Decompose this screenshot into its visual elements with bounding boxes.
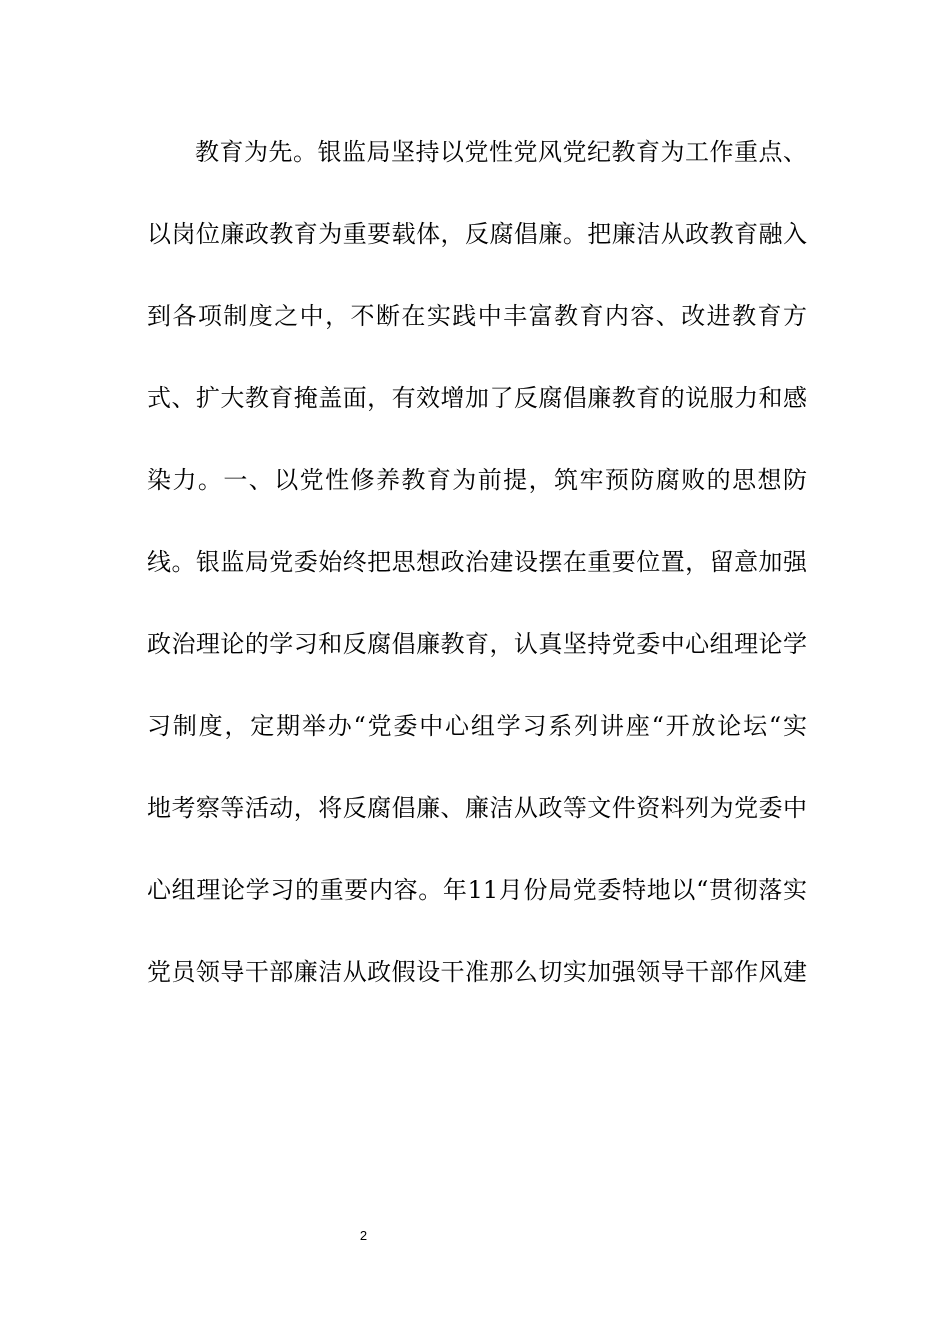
paragraph-line-7: 政治理论的学习和反腐倡廉教育，认真坚持党委中心组理论学: [147, 630, 807, 658]
paragraph-line-3: 到各项制度之中，不断在实践中丰富教育内容、改进教育方: [147, 302, 807, 330]
paragraph-line-8: 习制度，定期举办“党委中心组学习系列讲座“开放论坛“实: [147, 712, 807, 740]
page-number: 2: [359, 1228, 368, 1243]
paragraph-line-5: 染力。一、以党性修养教育为前提，筑牢预防腐败的思想防: [147, 466, 807, 494]
paragraph-line-10: 心组理论学习的重要内容。年11月份局党委特地以“贯彻落实: [147, 876, 807, 904]
paragraph-line-1: 教育为先。银监局坚持以党性党风党纪教育为工作重点、: [195, 138, 807, 166]
paragraph-line-2: 以岗位廉政教育为重要载体，反腐倡廉。把廉洁从政教育融入: [147, 220, 807, 248]
paragraph-line-9: 地考察等活动，将反腐倡廉、廉洁从政等文件资料列为党委中: [147, 794, 807, 822]
paragraph-line-11: 党员领导干部廉洁从政假设干准那么切实加强领导干部作风建: [147, 958, 807, 986]
paragraph-line-6: 线。银监局党委始终把思想政治建设摆在重要位置，留意加强: [147, 548, 807, 576]
paragraph-line-4: 式、扩大教育掩盖面，有效增加了反腐倡廉教育的说服力和感: [147, 384, 807, 412]
